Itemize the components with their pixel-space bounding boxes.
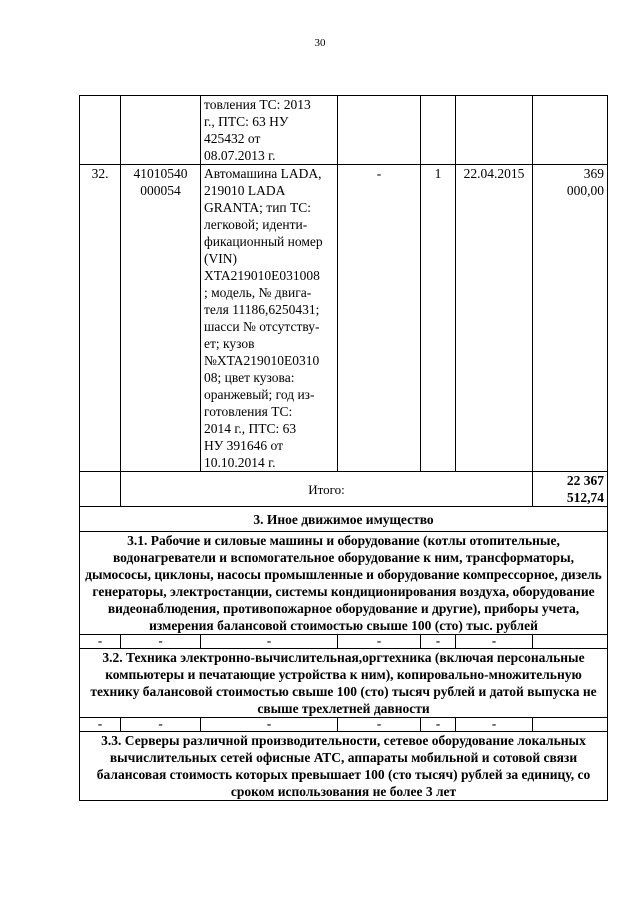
dash-cell [533,718,608,732]
page-number: 30 [314,37,326,49]
value-cell: 369 000,00 [533,165,608,472]
total-label: Итого: [121,472,533,507]
empty-row [80,718,608,732]
section-row [80,507,608,532]
property-table [79,95,608,801]
row-number-cell [80,96,121,165]
inventory-number-cell [121,96,201,165]
description-cell: Автомашина LADA, 219010 LADA GRANTA; тип ТС: легковой; иденти- фикационный номер (VIN) XTA219010E031008 ; модель, № двига- теля 11186,6250431; шасси № отсутству- ет; кузов №XTA219010E0310 08; цвет кузова: оранжевый; год из- готовления ТС: 2014 г., ПТС: 63 НУ 391646 от 10.10.2014 г. [201,165,338,472]
quantity-cell: 1 [421,165,456,472]
dash-cell: - [338,635,421,649]
row-number-cell: 32. [80,165,121,472]
dash-cell: - [456,635,533,649]
subsection-row [80,732,608,801]
dash-cell: - [121,635,201,649]
inventory-number-cell: 41010540 000054 [121,165,201,472]
section-title: 3. Иное движимое имущество [80,507,608,532]
dash-cell: - [201,718,338,732]
empty-row [80,635,608,649]
dash-cell: - [80,635,121,649]
col4-cell: - [338,165,421,472]
dash-cell: - [456,718,533,732]
subsection-title: 3.2. Техника электронно-вычислительная,оргтехника (включая персональные компьютеры и печатающие устройства к ним), копировально-множительную технику балансовой стоимостью свыше 100 (сто) тысяч рублей и датой выпуска не свыше трехлетней давности [80,649,608,718]
date-cell: 22.04.2015 [456,165,533,472]
description-cell: товления ТС: 2013 г., ПТС: 63 НУ 425432 от 08.07.2013 г. [201,96,338,165]
subsection-title: 3.3. Серверы различной производительности, сетевое оборудование локальных вычислительных сетей офисные АТС, аппараты мобильной и сотовой связи балансовая стоимость которых превышает 100 (сто тысяч) рублей за единицу, со сроком использования не более 3 лет [80,732,608,801]
dash-cell: - [338,718,421,732]
dash-cell: - [421,635,456,649]
table-row [80,96,608,165]
dash-cell: - [201,635,338,649]
dash-cell: - [80,718,121,732]
subsection-title: 3.1. Рабочие и силовые машины и оборудование (котлы отопительные, водонагреватели и вспомогательное оборудование к ним, трансформаторы, дымососы, циклоны, насосы промышленные и оборудование компрессорное, дизель генераторы, электростанции, системы кондиционирования воздуха, оборудование видеонаблюдения, противопожарное оборудование и другие), приборы учета, измерения балансовой стоимостью свыше 100 (сто) тыс. рублей [80,532,608,635]
dash-cell: - [121,718,201,732]
subsection-row [80,532,608,635]
total-row [80,472,608,507]
total-value: 22 367 512,74 [533,472,608,507]
table-row [80,165,608,472]
dash-cell [533,635,608,649]
dash-cell: - [421,718,456,732]
subsection-row [80,649,608,718]
